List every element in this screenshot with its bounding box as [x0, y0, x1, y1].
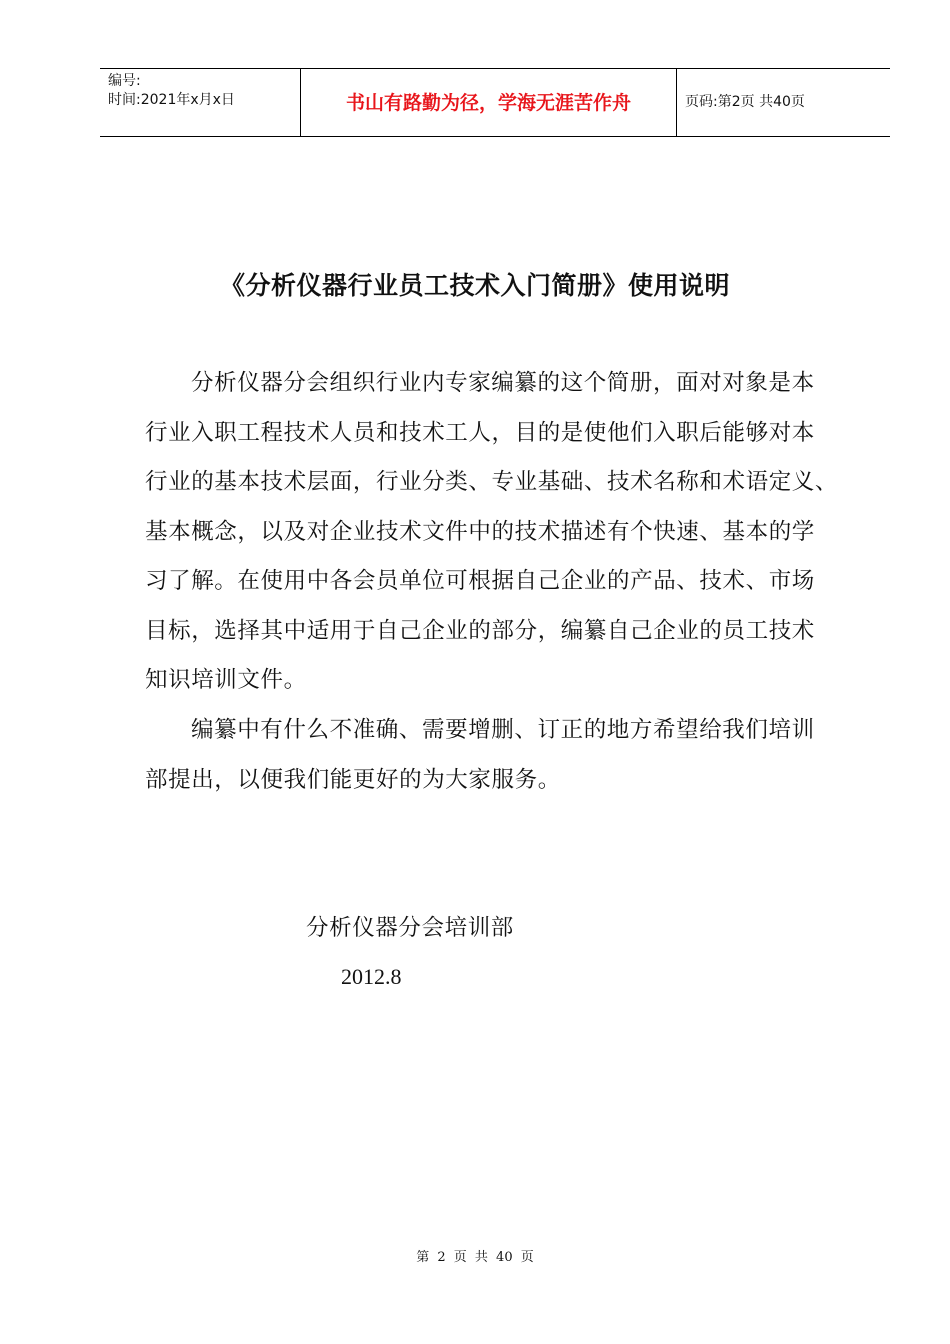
document-title: 《分析仪器行业员工技术入门简册》使用说明 [219, 271, 730, 300]
header-motto: 书山有路勤为径，学海无涯苦作舟 [301, 69, 677, 136]
signature-org: 分析仪器分会培训部 [306, 915, 514, 941]
paragraph-line: 习了解。在使用中各会员单位可根据自己企业的产品、技术、市场 [145, 568, 815, 594]
code-label: 编号: [108, 73, 141, 89]
paragraph-1 [145, 359, 865, 706]
paragraph-line: 部提出，以便我们能更好的为大家服务。 [145, 766, 561, 793]
header-page-info: 页码:第2页 共40页 [685, 93, 805, 110]
page-footer: 第 2 页 共 40 页 [416, 1250, 534, 1265]
page-header [100, 68, 890, 137]
time-label: 时间:2021年x月x日 [108, 92, 235, 108]
header-meta [100, 69, 301, 136]
paragraph-2 [145, 706, 865, 805]
paragraph-line: 分析仪器分会组织行业内专家编纂的这个简册，面对对象是本 [191, 370, 815, 396]
paragraph-line: 目标，选择其中适用于自己企业的部分，编纂自己企业的员工技术 [145, 617, 815, 644]
signature-date: 2012.8 [341, 964, 402, 989]
paragraph-line: 基本概念，以及对企业技术文件中的技术描述有个快速、基本的学 [145, 518, 815, 545]
paragraph-line: 行业入职工程技术人员和技术工人，目的是使他们入职后能够对本 [145, 419, 815, 446]
paragraph-line: 知识培训文件。 [145, 667, 307, 693]
paragraph-line: 行业的基本技术层面，行业分类、专业基础、技术名称和术语定义、 [145, 469, 839, 495]
paragraph-line: 编纂中有什么不准确、需要增删、订正的地方希望给我们培训 [191, 717, 815, 743]
